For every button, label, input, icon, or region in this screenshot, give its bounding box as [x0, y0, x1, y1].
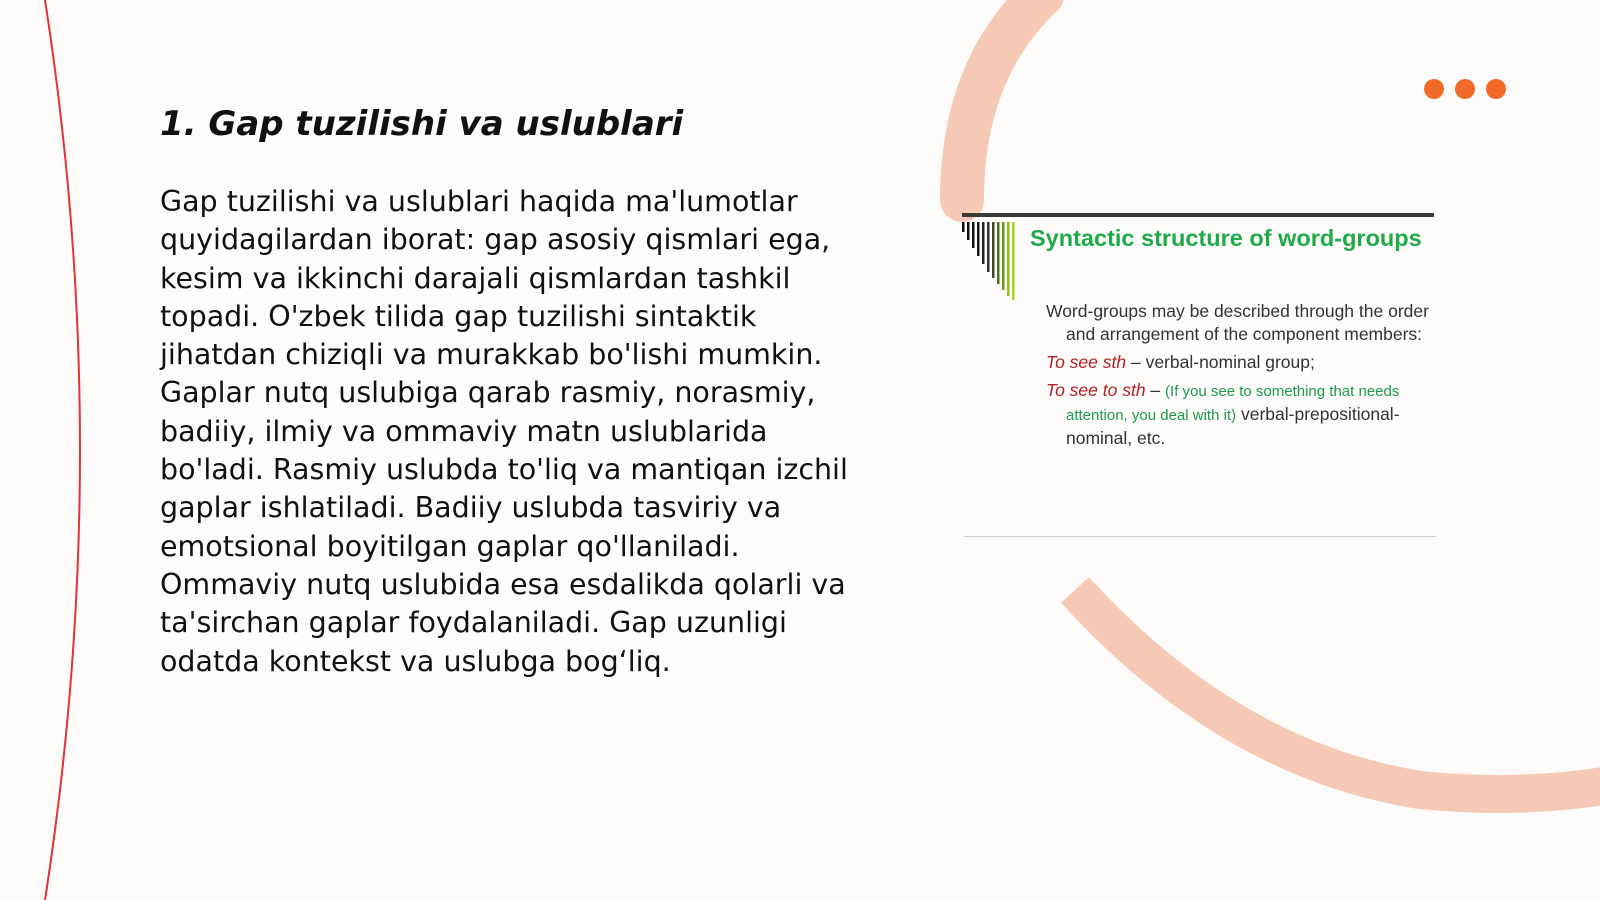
example-1-desc: verbal-nominal group;	[1145, 352, 1315, 372]
example-1	[1046, 351, 1436, 374]
left-red-curve	[45, 0, 80, 900]
embedded-slide-title: Syntactic structure of word-groups	[1030, 225, 1422, 251]
example-1-dash: –	[1126, 352, 1146, 372]
intro-text: Word-groups may be described through the order and arrangement of the component members:	[1046, 301, 1429, 344]
slide-body-text: Gap tuzilishi va uslublari haqida ma'lumotlar quyidagilardan iborat: gap asosiy qismlari ega, kesim va ikkinchi darajali qismlardan tashkil topadi. O'zbek tilida gap tuzilishi sintaktik jihatdan chiziqli va murakkab bo'lishi mumkin. Gaplar nutq uslubiga qarab rasmiy, norasmiy, badiiy, ilmiy va ommaviy matn uslublarida bo'ladi. Rasmiy uslubda to'liq va mantiqan izchil gaplar ishlatiladi. Badiiy uslubda tasviriy va emotsional boyitilgan gaplar qo'llaniladi. Ommaviy nutq uslubida esa esdalikda qolarli va ta'sirchan gaplar foydalaniladi. Gap uzunligi odatda kontekst va uslubga bog‘liq.	[160, 185, 848, 678]
example-1-phrase: To see sth	[1046, 352, 1127, 372]
top-arc	[962, 0, 1042, 200]
stripes-decoration	[962, 222, 1032, 302]
embedded-slide-body	[1046, 300, 1436, 455]
embedded-slide-image	[962, 208, 1452, 540]
orange-dot	[1486, 79, 1506, 99]
slide-title: 1. Gap tuzilishi va uslublari	[160, 104, 684, 144]
example-2-phrase: To see to sth	[1046, 380, 1146, 400]
orange-dot	[1455, 79, 1475, 99]
example-2-dash: –	[1145, 380, 1166, 400]
example-2-desc: verbal-prepositional-nominal, etc.	[1066, 404, 1400, 448]
example-2-gloss: (If you see to something that needs attention, you deal with it)	[1066, 383, 1400, 424]
top-rule	[962, 213, 1434, 217]
bottom-rule	[964, 536, 1436, 537]
bottom-arc	[1075, 590, 1600, 794]
orange-dot	[1424, 79, 1444, 99]
decorative-dots	[1424, 79, 1506, 99]
example-2	[1046, 379, 1436, 450]
